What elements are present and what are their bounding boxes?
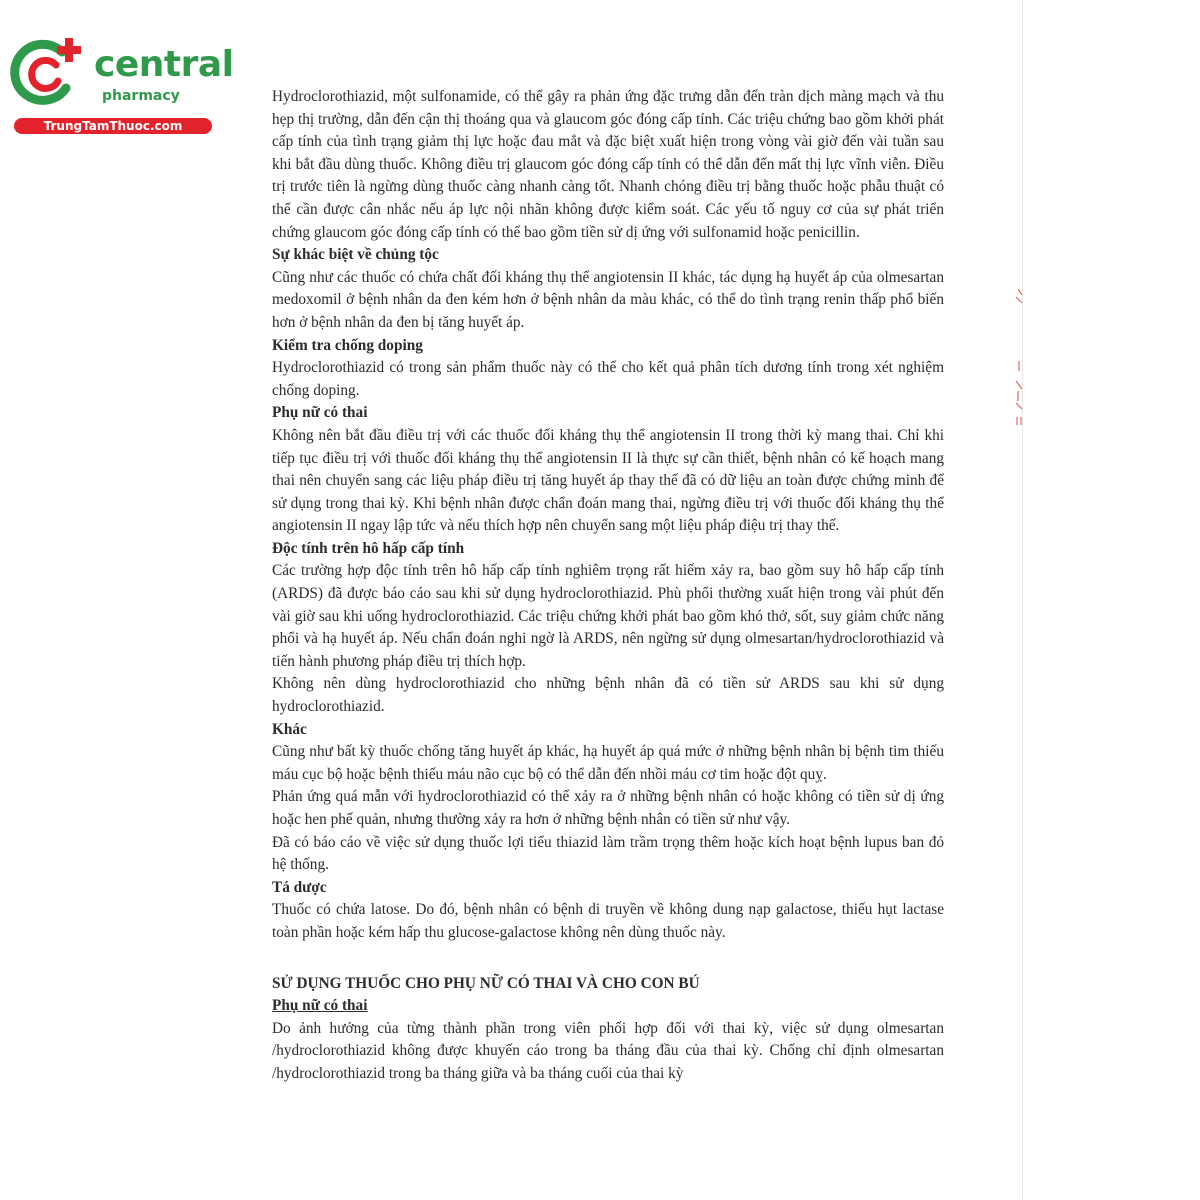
section-heading: Khác xyxy=(272,720,307,738)
central-logo-icon xyxy=(10,36,82,108)
paragraph: Cũng như các thuốc có chứa chất đối kháng thụ thể angiotensin II khác, tác dụng hạ huyết áp của olmesartan medoxomil ở bệnh nhân da đen kém hơn ở bệnh nhân da màu khác, có thể do tình trạng renin thấp phổ biến hơn ở bệnh nhân da đen bị tăng huyết áp. xyxy=(272,268,944,331)
central-pharmacy-logo xyxy=(10,36,234,136)
paragraph: Không nên dùng hydroclorothiazid cho những bệnh nhân đã có tiền sử ARDS sau khi sử dụng hydroclorothiazid. xyxy=(272,675,944,716)
logo-url-banner: TrungTamThuoc.com xyxy=(14,118,212,134)
logo-subtitle: pharmacy xyxy=(102,88,180,104)
paragraph: Cũng như bất kỳ thuốc chống tăng huyết áp khác, hạ huyết áp quá mức ở những bệnh nhân bị bệnh tim thiếu máu cục bộ hoặc bệnh thiếu máu não cục bộ có thể dẫn đến nhồi máu cơ tim hoặc đột quỵ. xyxy=(272,743,944,783)
paragraph: Hydroclorothiazid có trong sản phẩm thuốc này có thể cho kết quả phân tích dương tính trong xét nghiệm chống doping. xyxy=(272,359,944,399)
section-heading: Độc tính trên hô hấp cấp tính xyxy=(272,539,465,557)
logo-brand-name: central xyxy=(94,44,234,85)
section-title: SỬ DỤNG THUỐC CHO PHỤ NỮ CÓ THAI VÀ CHO CON BÚ xyxy=(272,974,700,992)
paragraph: Phản ứng quá mẫn với hydroclorothiazid có thể xảy ra ở những bệnh nhân có hoặc không có tiền sử dị ứng hoặc hen phế quản, nhưng thường xảy ra hơn ở những bệnh nhân có tiền sử như vậy. xyxy=(272,788,944,828)
page-edge-line xyxy=(1022,0,1023,1200)
paragraph: Không nên bắt đầu điều trị với các thuốc đối kháng thụ thể angiotensin II trong thời kỳ mang thai. Chỉ khi tiếp tục điều trị với thuốc đối kháng thụ thể angiotensin II là thực sự cần thiết, bệnh nhân có kế hoạch mang thai nên chuyển sang các liệu pháp điều trị tăng huyết áp thay thế đã có dữ liệu an toàn được chứng minh để sử dụng trong thai kỳ. Khi bệnh nhân được chẩn đoán mang thai, ngừng điều trị với thuốc đối kháng thụ thể angiotensin II ngay lập tức và nếu thích hợp nên chuyển sang một liệu pháp điệu trị thay thế. xyxy=(272,426,944,535)
subsection-heading: Phụ nữ có thai xyxy=(272,997,368,1015)
paragraph: Do ảnh hưởng của từng thành phần trong viên phối hợp đối với thai kỳ, việc sử dụng olmesartan /hydroclorothiazid không được khuyến cáo trong ba tháng đầu của thai kỳ. Chống chỉ định olmesartan /hydroclorothiazid trong ba tháng giữa và ba tháng cuối của thai kỳ xyxy=(272,1019,944,1082)
paragraph: Hydroclorothiazid, một sulfonamide, có thể gây ra phản ứng đặc trưng dẫn đến tràn dịch màng mạch và thu hẹp thị trường, dẫn đến cận thị thoáng qua và glaucom góc đóng cấp tính. Các triệu chứng bao gồm khởi phát cấp tính của tình trạng giảm thị lực hoặc đau mắt và đặc biệt xuất hiện trong vòng vài giờ đến vài tuần sau khi bắt đầu dùng thuốc. Không điều trị glaucom góc đóng cấp tính có thể dẫn đến mất thị lực vĩnh viễn. Điều trị trước tiên là ngừng dùng thuốc càng nhanh càng tốt. Nhanh chóng điều trị bằng thuốc hoặc phẫu thuật có thể cần được cân nhắc nếu áp lực nội nhãn không được kiểm soát. Các yếu tố nguy cơ của sự phát triển chứng glaucom góc đóng cấp tính có thể bao gồm tiền sử dị ứng với sulfonamid hoặc penicillin. xyxy=(272,88,944,241)
section-heading: Kiểm tra chống doping xyxy=(272,336,423,354)
document-body xyxy=(272,86,944,1086)
section-heading: Sự khác biệt về chủng tộc xyxy=(272,246,439,264)
paragraph: Các trường hợp độc tính trên hô hấp cấp tính nghiêm trọng rất hiếm xảy ra, bao gồm suy hô hấp cấp tính (ARDS) đã được báo cáo sau khi sử dụng hydroclorothiazid. Phù phổi thường xuất hiện trong vài phút đến vài giờ sau khi uống hydroclorothiazid. Các triệu chứng khởi phát bao gồm khó thở, sốt, suy giảm chức năng phổi và hạ huyết áp. Nếu chẩn đoán nghi ngờ là ARDS, nên ngừng sử dụng olmesartan/hydroclorothiazid và tiến hành phương pháp điều trị thích hợp. xyxy=(272,562,944,670)
paragraph: Đã có báo cáo về việc sử dụng thuốc lợi tiểu thiazid làm trầm trọng thêm hoặc kích hoạt bệnh lupus ban đỏ hệ thống. xyxy=(272,833,944,874)
paragraph: Thuốc có chứa latose. Do đó, bệnh nhân có bệnh di truyền về không dung nạp galactose, thiếu hụt lactase toàn phần hoặc kém hấp thu glucose-galactose không nên dùng thuốc này. xyxy=(272,901,944,941)
section-heading: Phụ nữ có thai xyxy=(272,404,368,422)
margin-stamp-marks xyxy=(1010,285,1028,435)
section-heading: Tá dược xyxy=(272,878,327,896)
